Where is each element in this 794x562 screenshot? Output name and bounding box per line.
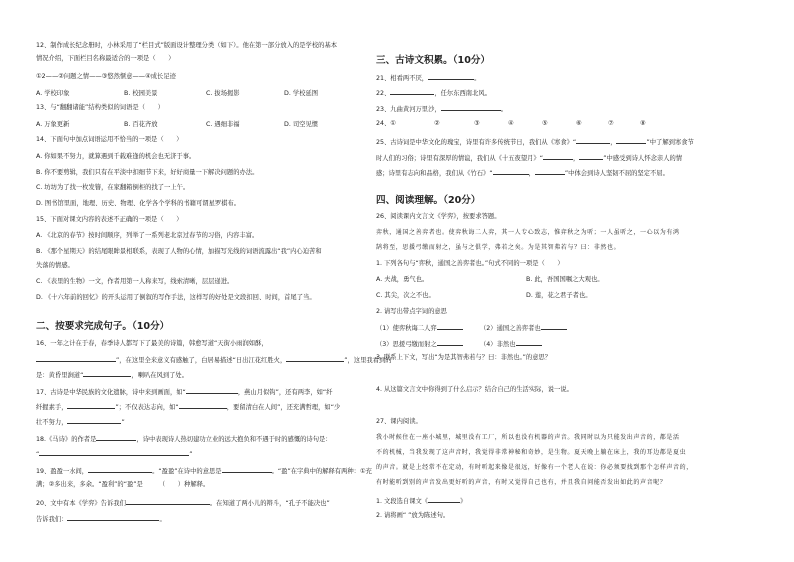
- q26-sub1-stem: 1. 下列各句与“弈秋，通国之善弈者也。”句式不同的一项是（ ）: [376, 260, 564, 267]
- q26-word-1: （1）使弈秋诲二人弈: [376, 323, 463, 333]
- q25-line2: 时人们的习俗；诗里有深厚的情谊，我们从《十五夜望月》“ ， ”中感受到诗人怀念亲人的情: [376, 155, 683, 162]
- q27-stem: 27、课内阅读。: [376, 418, 422, 425]
- q19-line2: 满；②多出来，多余。“盈利”的“盈”是 （ ）种解释。: [36, 481, 210, 488]
- q24-item-1: 24、①: [376, 120, 396, 127]
- q24-item-4: ④: [508, 120, 514, 127]
- q15-option-b-line1: B. 《那个星期天》的结尾眼眸景相联系，表现了人物的心情，加描写光线的词语流露出“我”内心迫苦和: [36, 248, 322, 255]
- q25-line1: 25、古诗词是中华文化的瑰宝，诗里有许多传统节日，我们从《寒食》“ ， ”中了解到寒食节: [376, 139, 694, 146]
- q23: 23、九曲黄河万里沙， 。: [376, 106, 507, 113]
- q15-option-d: D. 《十六年前的回忆》的开头运用了倒叙的写作手法，这样写的好处是文段扣回、时间，首尾了当。: [36, 294, 316, 301]
- q24-item-6: ⑥: [576, 120, 582, 127]
- section-3-title: 三、古诗文积累。（10分）: [376, 55, 491, 66]
- q14-option-b: B. 你不要剪辑，我们只有在平淡中扣细节下来，好好商量一下解决问题的办法。: [36, 169, 259, 176]
- q12-option-d: D. 学校延图: [284, 90, 319, 97]
- q24-item-3: ③: [474, 120, 480, 127]
- q24-item-2: ②: [434, 120, 440, 127]
- q16-line3: 是：黄昏里涧道“ ，喇叭在风到了处。: [36, 372, 189, 379]
- section-2-title: 二、按要求完成句子。（10分）: [36, 321, 170, 332]
- q15-stem: 15、下面对课文内容的表述不正确的一项是（ ）: [36, 216, 183, 223]
- q24-item-5: ⑤: [542, 120, 548, 127]
- q12-line3: ①2——②问题之情——③悠然惬意——④成长足迹: [36, 73, 176, 80]
- q13-option-c: C. 遇细非福: [206, 121, 240, 128]
- q12-option-c: C. 拔场揭影: [206, 90, 240, 97]
- q15-option-a: A. 《北京的春节》按时间顺序，列举了一系列老北京过春节的习俗，内容丰富。: [36, 232, 259, 239]
- q26-sub1-option-a: A. 夫战，勇气也。: [376, 276, 429, 283]
- q14-option-c: C. 坊坊为了找一枚发簪，在家翻箱倒柜的找了一上午。: [36, 184, 190, 191]
- q26-word-4: （4）非然也: [480, 339, 542, 349]
- q15-option-b-line2: 失落的情感。: [36, 262, 74, 269]
- q17-line3: 壮不努力， ”: [36, 419, 125, 426]
- q16-line1: 16、一年之计在于春，春季诗人都写下了最美的诗篇，韩愈写道“天街小雨润如酥，: [36, 340, 268, 347]
- q26-sub1-option-c: C. 其尖，次之不也。: [376, 292, 435, 299]
- q19-line1: 19、盈盈一水间， 。“盈盈”在诗中的意思是 。“盈”在字典中的解释有两种：①充: [36, 468, 372, 475]
- q27-passage-line4: 有时能听到别的声音发出更好听的声音，有时又觉得自己也有，并且我自问能否发出如此的声音呢？: [376, 479, 667, 486]
- q14-option-a: A. 你如果不努力，就算遇到千载难逢的机会也无济于事。: [36, 153, 196, 160]
- q18-line1: 18.《马诗》的作者是 ，诗中表现诗人热切建功立业的远大抱负和不遇于时的感慨的诗句是：: [36, 436, 332, 443]
- q17-line1: 17、古诗是中华民族的文化遗脉，诗中来到画面，如“ ，燕山月似钩”，还有两李，如“纤: [36, 389, 333, 396]
- q26-word-3: （3）思援弓缴而射之: [376, 339, 463, 349]
- q27-passage-line2: 不的机械，当我发现了这声音时，我觉得非常神秘和奇妙，是生物。夏天晚上躺在床上，我的耳边都是夏虫: [376, 449, 687, 456]
- q16-line2: ”，在这里全来意义有感触了，白居易描述“日出江花红胜火， ”，这里我看到的: [36, 355, 392, 365]
- q26-passage-line1: 弈秋，通国之善弈者也。使弈秋诲二人弈，其一人专心致志，惟弈秋之为听；一人虽听之，一心以为有鸿: [376, 229, 680, 236]
- q24-item-8: ⑧: [640, 120, 646, 127]
- q26-stem: 26、阅读课内文言文《学弈》，按要求答题。: [376, 213, 501, 220]
- q22: 22、 ，任尔东西南北风。: [376, 90, 491, 97]
- q26-sub2-stem: 2. 请写出带点字词的意思: [376, 308, 447, 315]
- q24-item-7: ⑦: [608, 120, 614, 127]
- q13-option-b: B. 百花齐放: [124, 121, 158, 128]
- q25-line3: 感；诗里有志向和品格，我们从《竹石》“ ， ”中体会到诗人坚韧不屈的坚定不屈。: [376, 170, 669, 177]
- q26-passage-line2: 鹄将至，思援弓缴而射之，虽与之俱学，弗若之矣。为是其智弗若与？曰：非然也。: [376, 244, 621, 251]
- q20-line2: 告诉我们： 。: [36, 516, 166, 523]
- q26-sub1-option-d: D. 莲，花之君子者也。: [526, 292, 592, 299]
- q26-sub3-stem: 3. 联系上下文，写出“为是其智弗若与？曰：非然也。”的意思？: [376, 354, 552, 361]
- q27-sub1: 1. 文段选自课文《 》: [376, 498, 467, 505]
- q18-line2: “ ”: [36, 451, 193, 458]
- q21: 21、相看两不厌， 。: [376, 75, 481, 82]
- q20-line1: 20、文中有本《学弈》告诉我们 。在知道了两小儿的辩斗，“孔子不能决也”: [36, 500, 330, 507]
- q26-sub4-stem: 4. 从这篇文言文中你得到了什么启示？结合自己的生活实际，说一说。: [376, 386, 573, 393]
- q17-line2: 纤握素手， ”；不仅表达志向，如“ ，要留清白在人间”，还充满哲理，如“少: [36, 404, 341, 411]
- q13-stem: 13、与“翻翻诸能”结构类似的词语是（ ）: [36, 104, 164, 111]
- q13-option-d: D. 司空见惯: [284, 121, 319, 128]
- q14-stem: 14、下面句中加点词语运用不恰当的一项是（ ）: [36, 136, 183, 143]
- q27-passage-line3: 的声音。就是上经常不在定动，有时听起来像是很远，好像有一个老人在说：你必须要找到那个怎样声音的，: [376, 464, 693, 471]
- q15-option-c: C. 《表里的生物》一文，作者用第一人称来写，线索清晰，层层递进。: [36, 278, 234, 285]
- q26-word-2: （2）通国之善弈者也: [480, 323, 567, 333]
- q12-option-b: B. 校园美景: [124, 90, 158, 97]
- q14-option-d: D. 图书馆里面，地理、历史、物理、化学各个学科的书籍可谓星罗棋布。: [36, 200, 241, 207]
- q12-line1: 12、制作成长纪念册时，小林采用了“栏目式”版面设计整理分类（如下）。他在第一部分放入的是学校的基本: [36, 42, 338, 49]
- q12-line2: 情况介绍，下面栏目名称最适合的一项是（ ）: [36, 55, 175, 62]
- q27-passage-line1: 我小时候住在一座小城里，城里没有工厂，所以也没有机器的声音。我同时以为只能发出声音的，都是活: [376, 434, 680, 441]
- q26-sub1-option-b: B. 此，吾国国嘱之大观也。: [526, 276, 604, 283]
- section-4-title: 四、阅读理解。（20分）: [376, 195, 481, 206]
- q27-sub2: 2. 请将画“ ”放为陈述句。: [376, 512, 450, 519]
- q13-option-a: A. 万象更新: [36, 121, 70, 128]
- q12-option-a: A. 学校印象: [36, 90, 70, 97]
